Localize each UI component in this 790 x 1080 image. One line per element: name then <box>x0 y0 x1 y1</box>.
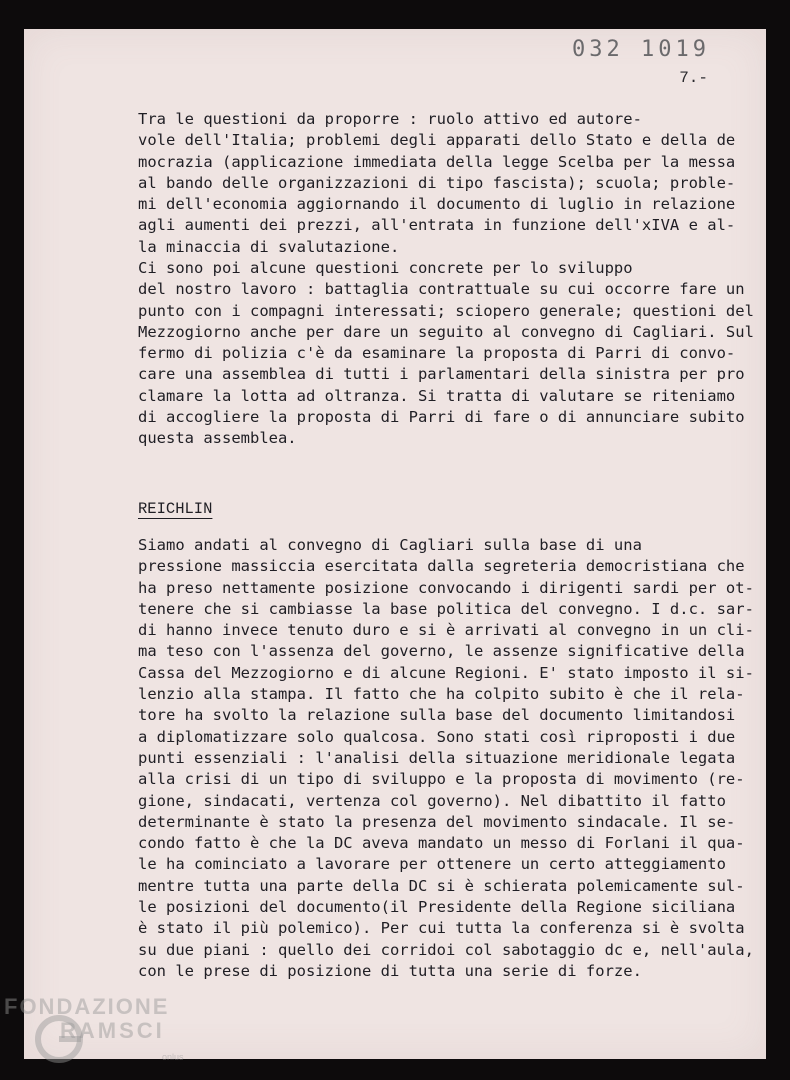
archive-stamp-number: 032 1019 <box>572 37 710 62</box>
watermark-suffix: onlus <box>162 1052 184 1062</box>
paragraph-questions: Tra le questioni da proporre : ruolo attivo ed autore- vole dell'Italia; problemi degli apparati dello Stato e della de mocrazia (applicazione immediata della legge Scelba per la messa al bando delle organizzazioni di tipo fascista); scuola; proble- mi dell'economia aggiornando il documento di luglio in relazione agli aumenti dei prezzi, all'entrata in funzione dell'xIVA e al- la minaccia di svalutazione. <box>138 110 736 256</box>
paragraph-concrete-issues: Ci sono poi alcune questioni concrete per lo sviluppo del nostro lavoro : battaglia contrattuale su cui occorre fare un punto con i compagni interessati; sciopero generale; questioni del Mezzogiorno anche per dare un seguito al convegno di Cagliari. Sul fermo di polizia c'è da esaminare la proposta di Parri di convo- care una assemblea di tutti i parlamentari della sinistra per pro clamare la lotta ad oltranza. Si tratta di valutare se riteniamo di accogliere la proposta di Parri di fare o di annunciare subito questa assemblea. <box>138 259 754 448</box>
page-number: 7.- <box>679 69 708 87</box>
watermark-line-2: RAMSCI <box>60 1018 165 1043</box>
document-page <box>24 29 766 1059</box>
speaker-heading: REICHLIN <box>138 500 213 518</box>
foundation-watermark-logo <box>4 994 204 1074</box>
watermark-line-1: FONDAZIONE <box>4 994 170 1019</box>
paragraph-speech: Siamo andati al convegno di Cagliari sulla base di una pressione massiccia esercitata dalla segreteria democristiana che ha preso nettamente posizione convocando i dirigenti sardi per ot- tenere che si cambiasse la base politica del convegno. I d.c. sar- di hanno invece tenuto duro e si è arrivati al convegno in un cli- ma teso con l'assenza del governo, le assenze significative della Cassa del Mezzogiorno e di alcune Regioni. E' stato imposto il si- lenzio alla stampa. Il fatto che ha colpito subito è che il rela- tore ha svolto la relazione sulla base del documento limitandosi a diplomatizzare solo qualcosa. Sono stati così riproposti i due punti essenziali : l'analisi della situazione meridionale legata alla crisi di un tipo di sviluppo e la proposta di movimento (re- gione, sindacati, vertenza col governo). Nel dibattito il fatto determinante è stato la presenza del movimento sindacale. Il se- condo fatto è che la DC aveva mandato un messo di Forlani il qua- le ha cominciato a lavorare per ottenere un certo atteggiamento mentre tutta una parte della DC si è schierata polemicamente sul- le posizioni del documento(il Presidente della Regione siciliana è stato il più polemico). Per cui tutta la conferenza si è svolta su due piani : quello dei corridoi col sabotaggio dc e, nell'aula, con le prese di posizione di tutta una serie di forze. <box>138 536 754 980</box>
